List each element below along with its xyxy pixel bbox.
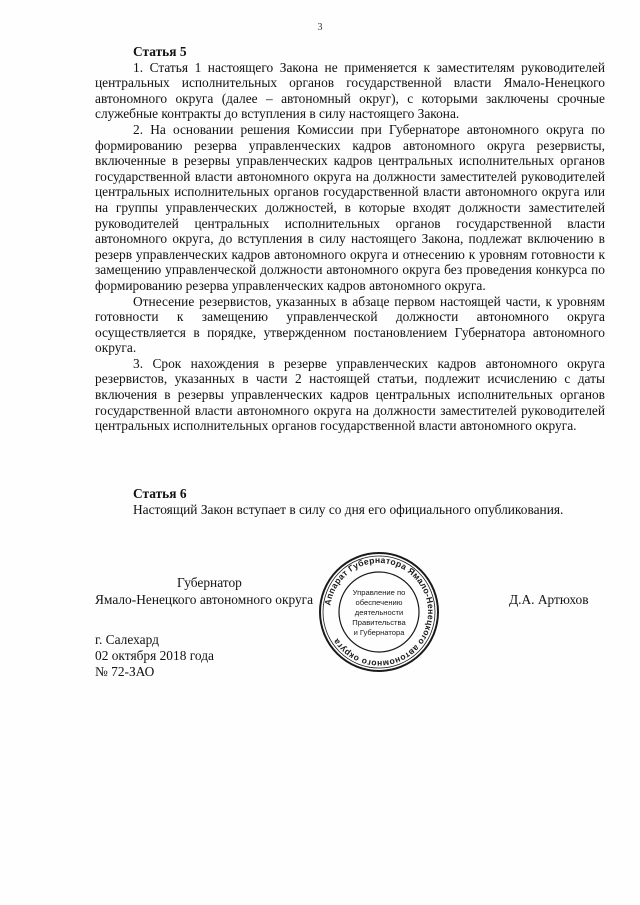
seal-center-line: Управление по [352, 588, 406, 597]
seal-center-line: и Губернатора [353, 628, 405, 637]
article-6 [95, 486, 605, 517]
article-5-part-2-paragraph-2: Отнесение резервистов, указанных в абзаце первом настоящей части, к уровням готовности к замещению управленческой должности автономного округа осуществляется в порядке, утвержденном постановлением Губернатора автономного округа. [95, 293, 605, 356]
article-6-heading: Статья 6 [133, 486, 187, 501]
article-5 [95, 44, 605, 434]
law-number: № 72-ЗАО [95, 664, 155, 679]
seal-center-line: Правительства [352, 618, 406, 627]
city: г. Салехард [95, 632, 159, 647]
article-6-text: Настоящий Закон вступает в силу со дня его официального опубликования. [133, 501, 564, 517]
article-5-part-1: 1. Статья 1 настоящего Закона не применяется к заместителям руководителей центральных исполнительных органов государственной власти Ямало-Ненецкого автономного округа (далее – автономный округ), с которыми заключены срочные служебные контракты до вступления в силу настоящего Закона. [95, 59, 605, 122]
signature-name: Д.А. Артюхов [509, 592, 589, 607]
page-number: 3 [317, 22, 323, 33]
article-5-part-2: 2. На основании решения Комиссии при Губернаторе автономного округа по формированию резерва управленческих кадров автономного округа резервисты, включенные в резервы управленческих кадров центральных исполнительных органов государственной власти автономного округа на должности заместителей руководителей центральных исполнительных органов государственной власти автономного округа или на группы управленческих должностей, в которые входят должности заместителей руководителей центральных исполнительных органов государственной власти автономного округа, до вступления в силу настоящего Закона, подлежат включению в резерв управленческих кадров автономного округа и отнесению к уровням готовности к замещению управленческой должности автономного округа без проведения конкурса по формированию резерва управленческих кадров автономного округа. [95, 121, 605, 293]
svg-text:Аппарат Губернатора Ямало-Нене: Аппарат Губернатора Ямало-Ненецкого автономного округа [322, 554, 437, 670]
place-date-number [95, 632, 214, 680]
official-seal-stamp [317, 550, 441, 674]
seal-center-line: деятельности [354, 608, 404, 617]
signature-title: Губернатор [177, 575, 242, 590]
signature-org: Ямало-Ненецкого автономного округа [95, 592, 314, 607]
seal-center-line: обеспечению [355, 598, 403, 607]
article-5-part-3: 3. Срок нахождения в резерве управленческих кадров автономного округа резервистов, указанных в части 2 настоящей статьи, подлежит исчислению с даты включения в резервы управленческих кадров центральных исполнительных органов государственной власти автономного округа на должности заместителей руководителей центральных исполнительных органов государственной власти автономного округа. [95, 355, 605, 434]
article-5-heading: Статья 5 [133, 44, 187, 59]
date: 02 октября 2018 года [95, 648, 214, 663]
